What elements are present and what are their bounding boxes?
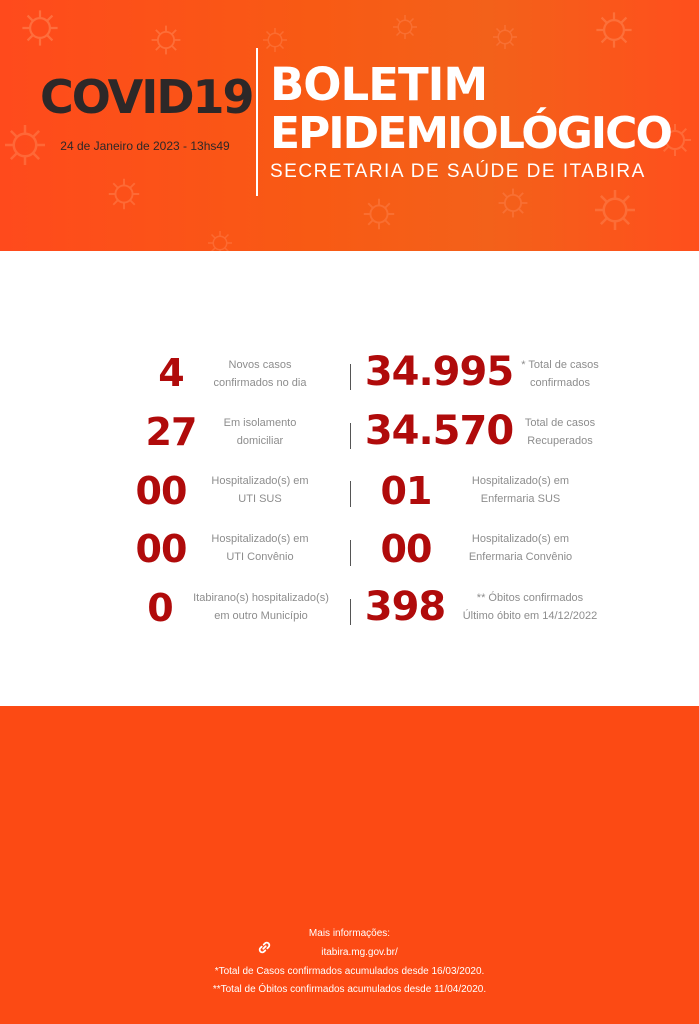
stat-label-new-cases-1: Novos casos [228, 359, 292, 371]
stat-value-new-cases: 4 [158, 351, 184, 395]
stat-label-ward-private-1: Hospitalizado(s) em [471, 533, 570, 545]
stat-label-recovered-1: Total de casos [524, 417, 596, 429]
stat-value-icu-sus: 00 [135, 469, 187, 513]
stat-separator [350, 540, 351, 566]
stat-label-new-cases-2: confirmados no dia [213, 377, 307, 389]
stat-value-icu-private: 00 [135, 527, 187, 571]
stat-label-ward-sus-1: Hospitalizado(s) em [471, 475, 570, 487]
stat-value-home-isolation: 27 [145, 410, 197, 454]
stat-value-recovered: 34.570 [364, 408, 514, 454]
stat-separator [350, 364, 351, 390]
footnote-cases: *Total de Casos confirmados acumulados desde 16/03/2020. [214, 966, 485, 977]
bulletin-date: 24 de Janeiro de 2023 - 13hs49 [60, 139, 230, 153]
stat-label-icu-private-1: Hospitalizado(s) em [211, 533, 309, 545]
stat-label-deaths-2: Último óbito em 14/12/2022 [462, 610, 598, 622]
stat-value-ward-sus: 01 [380, 469, 432, 513]
stat-separator [350, 599, 351, 625]
stat-separator [350, 423, 351, 449]
stat-label-ward-sus-2: Enfermaria SUS [480, 493, 561, 505]
stat-label-total-cases-1: * Total de casos [521, 359, 599, 371]
covid-title: COVID19 [40, 70, 253, 124]
stat-label-recovered-2: Recuperados [527, 435, 593, 447]
stat-label-icu-sus-1: Hospitalizado(s) em [211, 475, 309, 487]
bulletin-title-line2: EPIDEMIOLÓGICO [270, 108, 671, 159]
stat-value-ward-private: 00 [380, 527, 432, 571]
stat-value-deaths: 398 [364, 584, 446, 630]
stat-label-deaths-1: ** Óbitos confirmados [476, 592, 584, 604]
more-info-label: Mais informações: [308, 928, 391, 939]
stat-separator [350, 481, 351, 507]
stat-label-ward-private-2: Enfermaria Convênio [468, 551, 573, 563]
stat-label-home-isolation-1: Em isolamento [223, 417, 297, 429]
stat-value-total-cases: 34.995 [364, 349, 514, 395]
secretaria-subtitle: SECRETARIA DE SAÚDE DE ITABIRA [270, 161, 646, 182]
stat-label-home-isolation-2: domiciliar [236, 435, 284, 447]
stat-label-other-municipality-2: em outro Município [214, 610, 308, 622]
stat-value-other-municipality: 0 [147, 586, 173, 630]
stat-label-icu-private-2: UTI Convênio [226, 551, 294, 563]
bulletin-title-line1: BOLETIM [270, 58, 488, 111]
stat-label-total-cases-2: confirmados [530, 377, 590, 389]
stat-label-other-municipality-1: Itabirano(s) hospitalizado(s) [193, 592, 329, 604]
website-link[interactable]: itabira.mg.gov.br/ [321, 947, 398, 958]
stat-label-icu-sus-2: UTI SUS [238, 493, 282, 505]
footnote-deaths: **Total de Óbitos confirmados acumulados desde 11/04/2020. [212, 984, 487, 995]
